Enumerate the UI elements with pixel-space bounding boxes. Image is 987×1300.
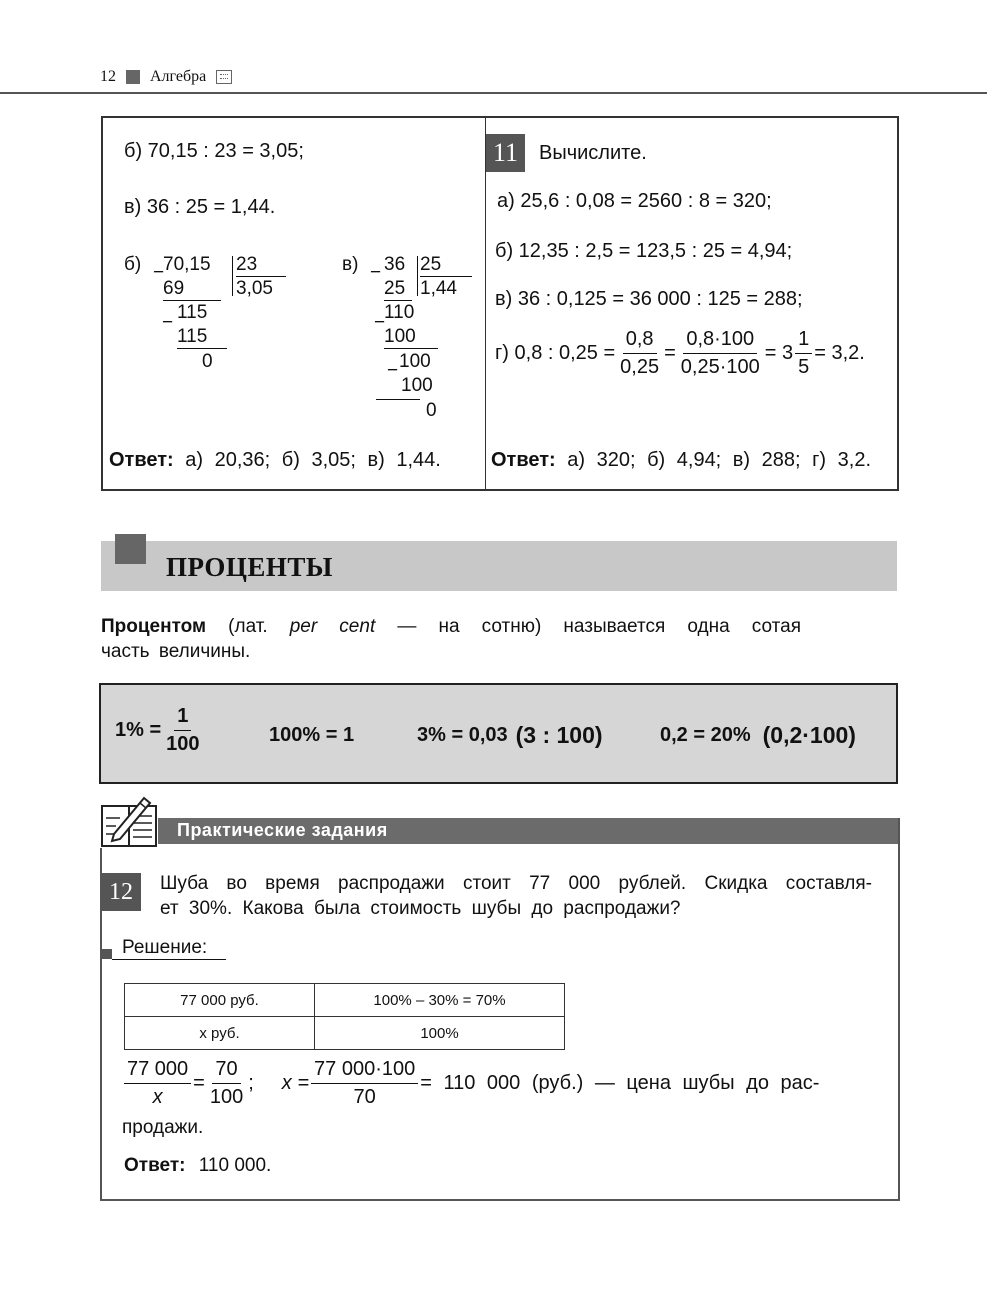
eq-prefix: г) 0,8 : 0,25 = — [495, 342, 616, 364]
dividend: 36 — [384, 254, 406, 275]
dividend: 70,15 — [163, 254, 211, 275]
solution-equation — [122, 1058, 819, 1109]
formula-paren: (3 : 100) — [515, 722, 603, 748]
definition-term: Процентом — [101, 616, 207, 637]
formula-20-percent — [660, 722, 856, 749]
quotient: 1,44 — [420, 278, 457, 299]
task-title: Вычислите. — [539, 142, 647, 164]
formula-text: 0,2 = 20% — [660, 724, 751, 746]
definition — [101, 614, 801, 664]
division-label: б) — [124, 254, 142, 275]
fraction: $\frac{77 000\cdot 100}{70}$ — [311, 1058, 418, 1109]
subtrahend: 69 — [163, 278, 221, 301]
divisor: 23 — [236, 254, 286, 277]
notebook-icon — [216, 70, 232, 84]
task-number-12: 12 — [101, 873, 141, 911]
long-division-b: б) − 70,15 23 3,05 69 115 − 115 0 — [120, 252, 300, 382]
answer-right — [491, 449, 871, 472]
remainder: 115 — [177, 302, 208, 323]
notebook-pen-icon — [100, 794, 158, 848]
formula-3-percent — [417, 722, 603, 749]
answer-label: Ответ: — [491, 449, 556, 471]
column-divider — [485, 118, 486, 489]
task-line: ет 30%. Какова была стоимость шубы до распродажи? — [160, 898, 681, 919]
eq-sign: = — [664, 342, 676, 364]
subtrahend: 25 — [384, 278, 412, 301]
subtrahend: 100 — [401, 375, 433, 396]
eq-result: = 3,2. — [814, 342, 865, 364]
answer-text: 110 000. — [198, 1155, 272, 1176]
section-title: ПРОЦЕНТЫ — [166, 552, 333, 582]
header-rule — [0, 92, 987, 94]
latin-term: per cent — [289, 616, 376, 637]
solution-underline — [112, 959, 226, 960]
fraction: $\frac{77 000}{x}$ — [124, 1058, 191, 1109]
divisor: 25 — [420, 254, 472, 277]
formula-100-percent: 100% = 1 — [269, 724, 355, 746]
formula-text: 1% = — [115, 719, 162, 741]
task-number-11: 11 — [486, 134, 525, 172]
x-label: x = — [281, 1072, 310, 1094]
equation-g — [495, 328, 865, 379]
eq-sign: = — [193, 1072, 205, 1094]
remainder: 0 — [426, 400, 437, 421]
table-row — [125, 984, 565, 1017]
equation-b: б) 70,15 : 23 = 3,05; — [124, 140, 304, 162]
answer-12 — [124, 1155, 271, 1177]
eq-result: = 110 000 (руб.) — цена шубы до рас- — [420, 1072, 820, 1094]
equation-continuation: продажи. — [122, 1117, 204, 1138]
header-square-icon — [126, 70, 140, 84]
subtrahend: 115 — [177, 326, 227, 349]
answer-text: а) 20,36; б) 3,05; в) 1,44. — [185, 449, 441, 471]
eq-sign: = 3 — [764, 342, 794, 364]
formula-1-percent — [115, 705, 205, 756]
division-label: в) — [342, 254, 359, 275]
fraction: $\frac{1}{100}$ — [166, 705, 200, 755]
remainder: 0 — [202, 351, 213, 372]
remainder: 100 — [399, 351, 431, 372]
solution-marker-icon — [102, 949, 112, 959]
long-division-v: в) − 36 25 1,44 25 − 110 100 100 − 100 0 — [338, 252, 478, 427]
answer-text: а) 320; б) 4,94; в) 288; г) 3,2. — [567, 449, 871, 471]
fraction: $\frac{1}{5}$ — [795, 328, 812, 379]
definition-text: — на сотню) называется одна сотая — [375, 616, 801, 637]
proportion-table — [124, 983, 565, 1050]
definition-text: (лат. — [206, 616, 290, 637]
subtrahend: 100 — [384, 326, 438, 349]
answer-left — [109, 449, 441, 472]
fraction: $\frac{0,8}{0,25}$ — [620, 328, 660, 378]
equation-a: а) 25,6 : 0,08 = 2560 : 8 = 320; — [497, 190, 772, 212]
fraction: $\frac{0,8\cdot 100}{0,25\cdot 100}$ — [680, 328, 760, 378]
solution-label: Решение: — [122, 937, 208, 958]
remainder: 110 — [384, 302, 415, 323]
table-cell: 100% — [315, 1017, 565, 1050]
page-number: 12 — [100, 68, 116, 85]
table-cell: x руб. — [125, 1017, 315, 1050]
table-row — [125, 1017, 565, 1050]
practice-title: Практические задания — [177, 820, 388, 840]
section-name: Алгебра — [150, 68, 207, 85]
formula-text: 3% = 0,03 — [417, 724, 508, 746]
answer-label: Ответ: — [124, 1155, 186, 1176]
equation-v: в) 36 : 25 = 1,44. — [124, 196, 276, 218]
task-text — [160, 871, 872, 921]
table-cell: 77 000 руб. — [125, 984, 315, 1017]
fraction: $\frac{70}{100}$ — [209, 1058, 244, 1108]
equation-b: б) 12,35 : 2,5 = 123,5 : 25 = 4,94; — [495, 240, 793, 262]
formula-paren: (0,2·100) — [762, 722, 856, 748]
page-header — [100, 66, 232, 88]
separator: ; — [248, 1072, 254, 1094]
task-line: Шуба во время распродажи стоит 77 000 рублей. Скидка составля- — [160, 873, 872, 894]
quotient: 3,05 — [236, 278, 273, 299]
equation-v: в) 36 : 0,125 = 36 000 : 125 = 288; — [495, 288, 803, 310]
definition-line2: часть величины. — [101, 641, 251, 662]
answer-label: Ответ: — [109, 449, 174, 471]
section-square-icon — [115, 534, 146, 564]
table-cell: 100% – 30% = 70% — [315, 984, 565, 1017]
